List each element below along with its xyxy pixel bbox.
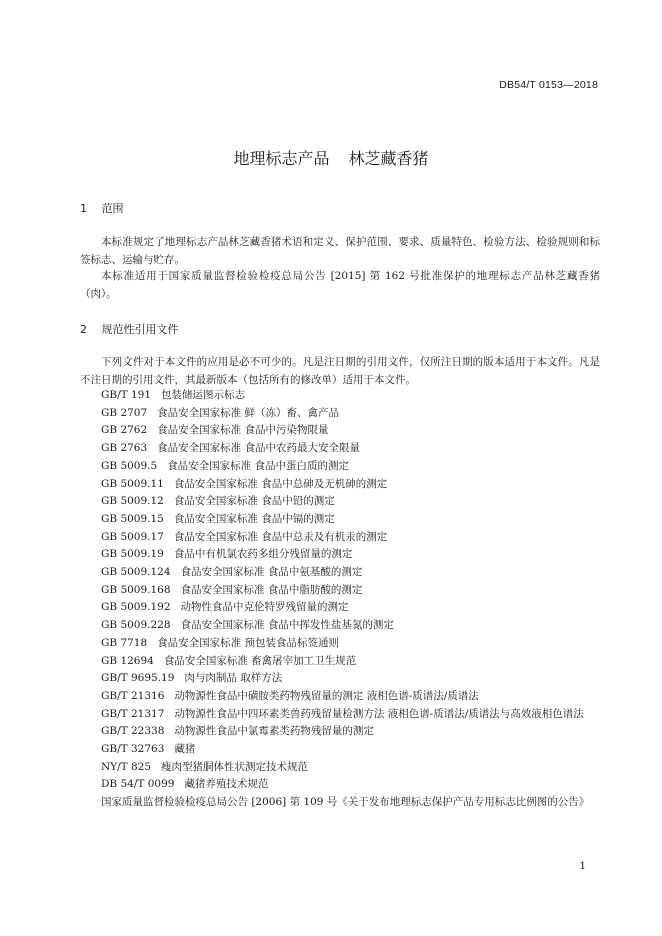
- reference-item: [80, 511, 600, 529]
- reference-code: GB 5009.12: [101, 495, 164, 508]
- reference-item: [80, 759, 600, 777]
- reference-title: 动物性食品中克伦特罗残留量的测定: [180, 601, 349, 614]
- reference-code: GB 5009.168: [101, 583, 171, 596]
- reference-code: GB 5009.15: [101, 512, 164, 525]
- reference-item: [80, 564, 600, 582]
- scope-paragraph-2: 本标准适用于国家质量监督检验检疫总局公告 [2015] 第 162 号批准保护的地理标志产品林芝藏香猪（肉）。: [80, 270, 600, 300]
- reference-item: [80, 546, 600, 564]
- reference-item: [80, 440, 600, 458]
- reference-item: [80, 706, 600, 724]
- reference-title: 动物源性食品中氯霉素类药物残留量的测定: [174, 725, 374, 738]
- reference-code: GB 5009.11: [101, 477, 164, 490]
- reference-item: [80, 776, 600, 794]
- reference-title: 食品安全国家标准 食品中总砷及无机砷的测定: [173, 477, 388, 490]
- reference-code: GB 2763: [101, 442, 148, 455]
- references-intro: 下列文件对于本文件的应用是必不可少的。凡是注日期的引用文件，仅所注日期的版本适用于本文件。凡是不注日期的引用文件，其最新版本（包括所有的修改单）适用于本文件。: [80, 356, 600, 386]
- reference-code: GB 5009.192: [101, 601, 171, 614]
- section-heading-scope: [80, 200, 124, 216]
- reference-code: DB 54/T 0099: [101, 778, 175, 791]
- scope-paragraph-1: 本标准规定了地理标志产品林芝藏香猪术语和定义、保护范围、要求、质量特色、检验方法、检验规则和标签标志、运输与贮存。: [80, 236, 600, 266]
- reference-title: 食品安全国家标准 预包装食品标签通则: [157, 636, 340, 649]
- reference-item: [80, 458, 600, 476]
- reference-title: 动物源性食品中四环素类兽药残留量检测方法 液相色谱-质谱法/质谱法与高效液相色谱法: [174, 707, 584, 720]
- standard-number: DB54/T 0153—2018: [499, 79, 598, 91]
- reference-code: NY/T 825: [101, 760, 152, 773]
- reference-item: [80, 582, 600, 600]
- section-number: 1: [80, 202, 87, 215]
- reference-item: [80, 405, 600, 423]
- reference-code: GB/T 32763: [101, 743, 165, 756]
- reference-code: GB/T 191: [101, 389, 152, 401]
- reference-title: 肉与肉制品 取样方法: [184, 672, 283, 685]
- section-number: 2: [80, 323, 87, 336]
- reference-item: [80, 794, 600, 812]
- reference-item: [80, 387, 600, 405]
- reference-item: [80, 635, 600, 653]
- reference-title: 包装储运图示标志: [161, 389, 246, 401]
- reference-title: 藏猪: [174, 743, 196, 756]
- reference-code: GB 5009.124: [101, 566, 171, 579]
- reference-item: [80, 670, 600, 688]
- reference-code: GB 5009.17: [101, 530, 164, 543]
- reference-code: GB 5009.228: [101, 619, 171, 632]
- reference-item: [80, 688, 600, 706]
- reference-code: GB 5009.19: [101, 548, 164, 561]
- reference-code: GB/T 21317: [101, 707, 165, 720]
- reference-code: GB 2762: [101, 424, 148, 437]
- section-title: 范围: [101, 202, 124, 215]
- reference-title: 食品安全国家标准 食品中总汞及有机汞的测定: [173, 530, 388, 543]
- reference-item: [80, 653, 600, 671]
- document-title: 地理标志产品 林芝藏香猪: [233, 149, 429, 168]
- section-title: 规范性引用文件: [101, 323, 179, 336]
- reference-item: [80, 723, 600, 741]
- reference-item: [80, 476, 600, 494]
- reference-title: 食品安全国家标准 食品中污染物限量: [157, 424, 329, 437]
- reference-item: [80, 617, 600, 635]
- reference-title: 食品安全国家标准 鲜（冻）畜、禽产品: [157, 406, 340, 419]
- reference-title: 瘦肉型猪胴体性状测定技术规范: [161, 760, 309, 773]
- reference-title: 食品安全国家标准 食品中挥发性盐基氮的测定: [180, 619, 394, 632]
- reference-code: GB 5009.5: [101, 459, 158, 472]
- reference-title: 食品安全国家标准 畜禽屠宰加工卫生规范: [163, 654, 357, 667]
- reference-list: [80, 387, 600, 812]
- reference-code: GB/T 9695.19: [101, 672, 175, 685]
- page-number: 1: [579, 860, 586, 872]
- section-heading-normative-references: [80, 321, 179, 337]
- reference-code: GB/T 22338: [101, 725, 165, 738]
- reference-title: 食品安全国家标准 食品中镉的测定: [173, 512, 335, 525]
- reference-title: 食品中有机氯农药多组分残留量的测定: [173, 548, 353, 561]
- reference-code: GB 2707: [101, 406, 148, 419]
- reference-item: [80, 599, 600, 617]
- reference-item: [80, 493, 600, 511]
- reference-title: 食品安全国家标准 食品中氨基酸的测定: [180, 566, 363, 579]
- reference-title: 食品安全国家标准 食品中脂肪酸的测定: [180, 583, 363, 596]
- reference-title: 食品安全国家标准 食品中蛋白质的测定: [167, 459, 350, 472]
- reference-item: [80, 422, 600, 440]
- reference-title: 藏猪养殖技术规范: [184, 778, 269, 791]
- reference-item: [80, 529, 600, 547]
- reference-code: GB 7718: [101, 636, 148, 649]
- reference-title: 食品安全国家标准 食品中铅的测定: [173, 495, 335, 508]
- reference-title: 国家质量监督检验检疫总局公告 [2006] 第 109 号《关于发布地理标志保护产品专用标志比例图的公告》: [101, 796, 590, 809]
- reference-code: GB/T 21316: [101, 689, 165, 702]
- reference-title: 动物源性食品中磺胺类药物残留量的测定 液相色谱-质谱法/质谱法: [174, 689, 479, 702]
- reference-code: GB 12694: [101, 654, 154, 667]
- reference-title: 食品安全国家标准 食品中农药最大安全限量: [157, 442, 361, 455]
- reference-item: [80, 741, 600, 759]
